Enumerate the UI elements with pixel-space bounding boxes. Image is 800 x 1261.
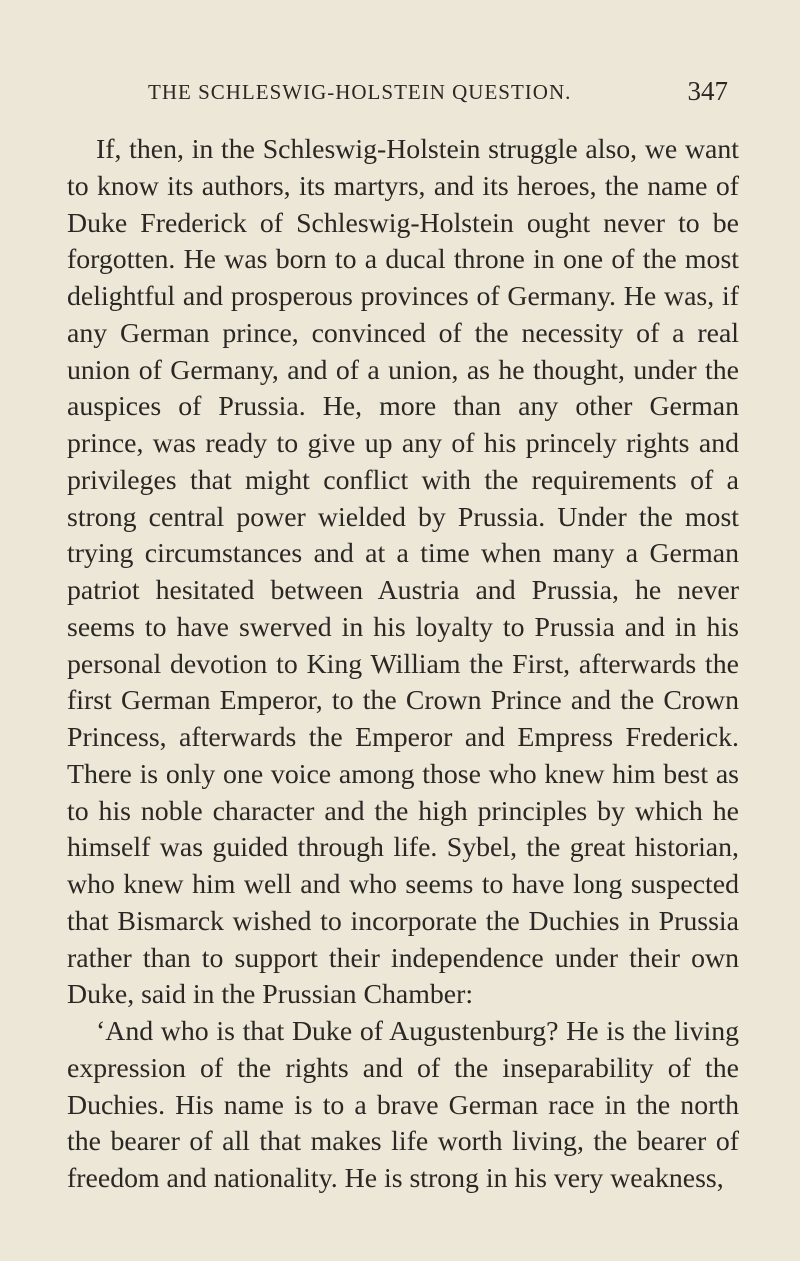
- paragraph: ‘And who is that Duke of Augustenburg? He is the living expression of the rights and of the inseparability of the Duchies. His name is to a brave German race in the north the bearer of all that makes life worth living, the bearer of freedom and nationality. He is strong in his very weakness,: [67, 1016, 739, 1194]
- body-text: [67, 132, 739, 1198]
- running-title: THE SCHLESWIG-HOLSTEIN QUESTION.: [148, 80, 572, 104]
- page-header: [148, 76, 728, 116]
- paragraph: If, then, in the Schleswig-Holstein struggle also, we want to know its authors, its martyrs, and its heroes, the name of Duke Frederick of Schleswig-Holstein ought never to be forgotten. He was born to a ducal throne in one of the most delightful and prosperous provinces of Germany. He was, if any German prince, convinced of the necessity of a real union of Germany, and of a union, as he thought, under the auspices of Prussia. He, more than any other German prince, was ready to give up any of his princely rights and privileges that might conflict with the requirements of a strong central power wielded by Prussia. Under the most trying circumstances and at a time when many a German patriot hesitated between Austria and Prussia, he never seems to have swerved in his loyalty to Prussia and in his personal devotion to King William the First, afterwards the first German Emperor, to the Crown Prince and the Crown Princess, afterwards the Emperor and Empress Frederick. There is only one voice among those who knew him best as to his noble character and the high principles by which he himself was guided through life. Sybel, the great historian, who knew him well and who seems to have long suspected that Bismarck wished to incorporate the Duchies in Prussia rather than to support their independence under their own Duke, said in the Prussian Chamber:: [67, 134, 739, 1011]
- page-number: 347: [687, 76, 728, 106]
